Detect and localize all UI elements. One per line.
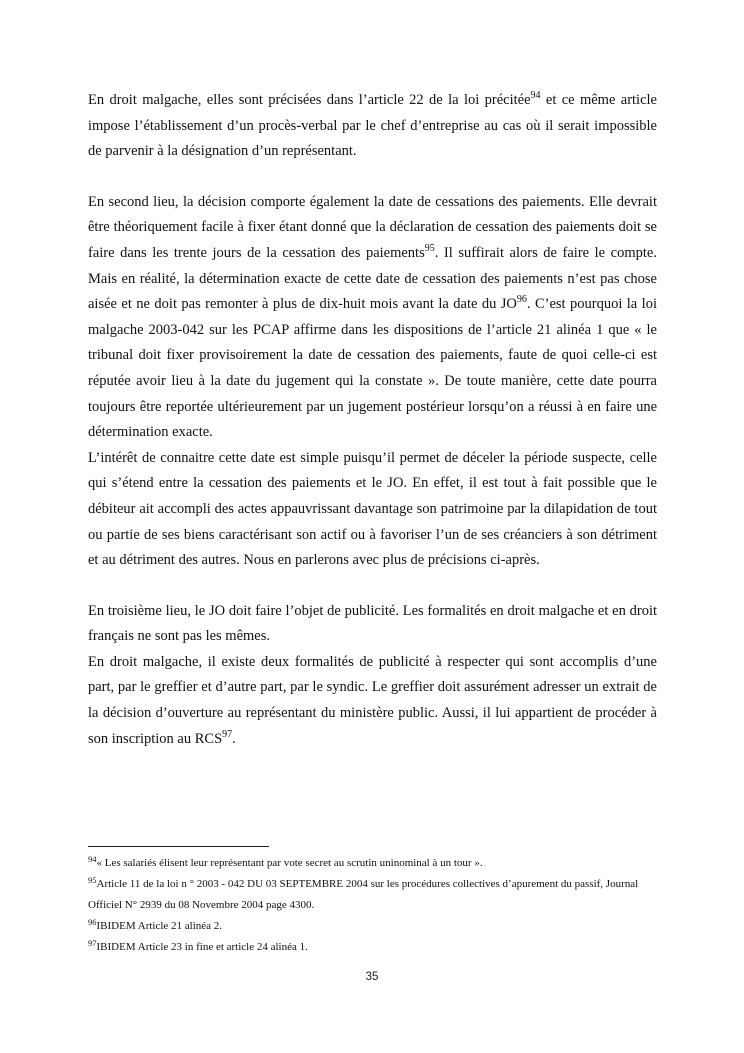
footnote-ref-96[interactable]: 96: [516, 294, 527, 306]
footnote-number: 95: [88, 875, 97, 885]
paragraph-5-text: En droit malgache, il existe deux formalités de publicité à respecter qui sont accomplis d’une part, par le greffier et d’autre part, par le syndic. Le greffier doit assurément adresser un extrait de la décision d’ouverture au représentant du ministère public. Aussi, il lui appartient de procéder à son inscription au RCS: [88, 653, 657, 747]
paragraph-1-text-cont: et ce même article impose l’établissement d’un procès-verbal par le chef d’entreprise au cas où il serait impossible de parvenir à la désignation d’un représentant.: [88, 92, 657, 160]
document-body: [88, 88, 657, 752]
paragraph-2-text: En second lieu, la décision comporte également la date de cessations des paiements. Elle devrait être théoriquement facile à fixer étant donné que la déclaration de cessation des paiements doit se faire dans les trente jours de la cessation des paiements: [88, 193, 657, 261]
paragraph-gap: [88, 165, 657, 190]
footnotes-section: [88, 846, 657, 958]
paragraph-1: [88, 88, 657, 165]
page-number: 35: [365, 971, 379, 983]
footnote-number: 94: [88, 854, 97, 864]
footnote-ref-94[interactable]: 94: [530, 90, 541, 101]
paragraph-4: En troisième lieu, le JO doit faire l’objet de publicité. Les formalités en droit malgache et en droit français ne sont pas les mêmes.: [88, 602, 657, 645]
paragraph-2: [88, 190, 657, 446]
footnote-separator: [88, 846, 269, 847]
footnote-94: [88, 853, 657, 874]
footnote-97: [88, 937, 657, 958]
footnote-number: 96: [88, 917, 97, 927]
footnote-text: IBIDEM Article 21 alinéa 2.: [96, 920, 223, 932]
footnote-number: 97: [88, 938, 97, 948]
footnote-96: [88, 916, 657, 937]
footnote-text: Article 11 de la loi n ° 2003 - 042 DU 03 SEPTEMBRE 2004 sur les procédures collectives d’apurement du passif, Journal Officiel N° 2939 du 08 Novembre 2004 page 4300.: [88, 878, 639, 911]
footnote-ref-95[interactable]: 95: [424, 242, 435, 254]
footnote-95: [88, 874, 657, 916]
footnote-text: « Les salariés élisent leur représentant par vote secret au scrutin uninominal à un tour ».: [96, 857, 483, 869]
footnote-text: IBIDEM Article 23 in fine et article 24 alinéa 1.: [96, 941, 308, 953]
footnote-ref-97[interactable]: 97: [222, 728, 233, 740]
paragraph-5: [88, 650, 657, 752]
paragraph-2-text-end: . C’est pourquoi la loi malgache 2003-042 sur les PCAP affirme dans les dispositions de l’article 21 alinéa 1 que « le tribunal doit fixer provisoirement la date de cessation des paiements, faute de quoi celle-ci est réputée avoir lieu à la date du jugement qui la constate ». De toute manière, cette date pourra toujours être reportée ultérieurement par un jugement postérieur lorsqu’on a réussi à en faire une détermination exacte.: [88, 296, 657, 441]
paragraph-1-text: En droit malgache, elles sont précisées dans l’article 22 de la loi précitée: [88, 92, 531, 108]
paragraph-2-text-cont: . Il suffirait alors de faire le compte. Mais en réalité, la détermination exacte de cette date de cessation des paiements n’est pas chose aisée et ne doit pas remonter à plus de dix-huit mois avant la date du JO: [88, 244, 657, 313]
paragraph-gap: [88, 574, 657, 599]
paragraph-3: L’intérêt de connaitre cette date est simple puisqu’il permet de déceler la période suspecte, celle qui s’étend entre la cessation des paiements et le JO. En effet, il est tout à fait possible que le débiteur ait accompli des actes appauvrissant davantage son patrimoine par la dilapidation de tout ou partie de ses biens caractérisant son actif ou à favoriser l’un de ses créanciers à son détriment et au détriment des autres. Nous en parlerons avec plus de précisions ci-après.: [88, 449, 657, 569]
paragraph-5-text-end: .: [232, 730, 236, 747]
